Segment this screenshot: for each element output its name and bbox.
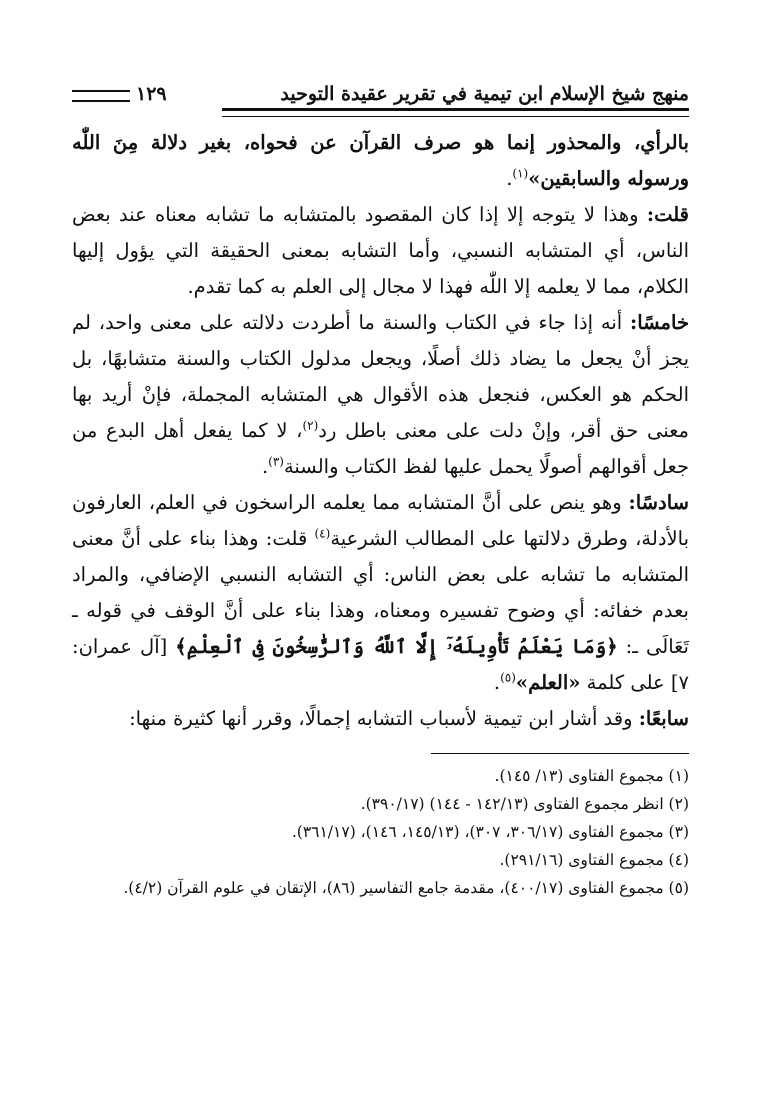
footnote-2: (٢) انظر مجموع الفتاوى (١٤٢/١٣ - ١٤٤) (٣٩٠/١٧). (360, 795, 689, 813)
running-title: منهج شيخ الإسلام ابن تيمية في تقرير عقيدة التوحيد (280, 83, 689, 105)
body-text (72, 125, 689, 737)
paragraph-2 (72, 197, 689, 305)
paragraph-5-text: وقد أشار ابن تيمية لأسباب التشابه إجمالًا، وقرر أنها كثيرة منها: (129, 707, 639, 730)
page-number-block (72, 82, 167, 106)
page-number-rule (72, 90, 130, 102)
quran-verse: ﴿وَمَا يَعْلَمُ تَأْوِيلَهُۥٓ إِلَّا ٱللَّهُ وَٱلرَّٰسِخُونَ فِى ٱلْعِلْمِ﴾ (175, 635, 618, 658)
book-page (72, 82, 689, 902)
paragraph-2-text: وهذا لا يتوجه إلا إذا كان المقصود بالمتشابه ما تشابه معناه عند بعض الناس، أي المتشابه النسبي، وأما التشابه بمعنى الحقيقة التي يؤول إليها الكلام، مما لا يعلمه إلا اللّٰه فهذا لا مجال إلى العلم به كما تقدم. (72, 203, 689, 298)
footnote-ref-4: (٤) (314, 526, 331, 541)
footnote-5: (٥) مجموع الفتاوى (٤٠٠/١٧)، مقدمة جامع التفاسير (٨٦)، الإتقان في علوم القرآن (٤/٢). (123, 879, 689, 897)
footnote-4: (٤) مجموع الفتاوى (٢٩١/١٦). (499, 851, 689, 869)
paragraph-3-text-1: أنه إذا جاء في الكتاب والسنة ما أطردت دلالته على معنى واحد، لم يجز أنْ يجعل ما يضاد ذلك أصلًا، ويجعل مدلول الكتاب والسنة متشابهًا، بل الحكم هو العكس، فنجعل هذه الأقوال هي المتشابه المجملة، فإنْ أريد بها معنى حق أقر، وإنْ دلت على معنى باطل رد (72, 311, 689, 442)
paragraph-5 (72, 701, 689, 737)
paragraph-2-lead: قلت: (646, 203, 689, 226)
paragraph-3-text-2: ، لا كما يفعل أهل البدع من جعل أقوالهم أصولًا يحمل عليها لفظ الكتاب والسنة (72, 419, 689, 478)
page-header (72, 82, 689, 106)
paragraph-1 (72, 125, 689, 197)
header-rule (222, 108, 689, 117)
paragraph-3 (72, 305, 689, 485)
footnote-rule (431, 753, 689, 754)
footnote-ref-1: (١) (512, 166, 529, 181)
page-number: ١٢٩ (136, 83, 167, 105)
highlighted-word: «العلم» (515, 671, 581, 694)
paragraph-4-text-3: على كلمة (580, 671, 665, 694)
footnote-ref-3: (٣) (268, 454, 284, 469)
paragraph-5-lead: سابعًا: (638, 707, 689, 730)
quote-continuation: بالرأي، والمحذور إنما هو صرف القرآن عن فحواه، بغير دلالة مِنَ اللّٰه ورسوله والسابقين» (72, 131, 689, 190)
footnotes (72, 762, 689, 902)
footnote-1: (١) مجموع الفتاوى (١٣/ ١٤٥). (494, 767, 689, 785)
footnote-ref-5: (٥) (500, 670, 516, 685)
paragraph-4-lead: سادسًا: (628, 491, 689, 514)
footnote-3: (٣) مجموع الفتاوى (٣٠٦/١٧، ٣٠٧)، (١٤٥/١٣، ١٤٦)، (٣٦١/١٧). (291, 823, 689, 841)
paragraph-4-text-2: قلت: وهذا بناء على أنَّ معنى المتشابه ما تشابه على بعض الناس: أي التشابه النسبي الإضافي، والمراد بعدم خفائه: أي وضوح تفسيره ومعناه، وهذا بناء على أنَّ الوقف في قوله ـ تَعَالَى ـ: (72, 527, 689, 658)
paragraph-1-tail: . (506, 167, 513, 190)
footnote-ref-2: (٢) (302, 418, 319, 433)
paragraph-3-tail: . (261, 455, 269, 478)
paragraph-3-lead: خامسًا: (630, 311, 689, 334)
verse-reference: [آل عمران: ٧] (72, 635, 689, 694)
paragraph-4-text-1: وهو ينص على أنَّ المتشابه مما يعلمه الراسخون في العلم، العارفون بالأدلة، وطرق دلالتها على المطالب الشرعية (72, 491, 689, 550)
paragraph-4 (72, 485, 689, 701)
paragraph-4-tail: . (493, 671, 501, 694)
